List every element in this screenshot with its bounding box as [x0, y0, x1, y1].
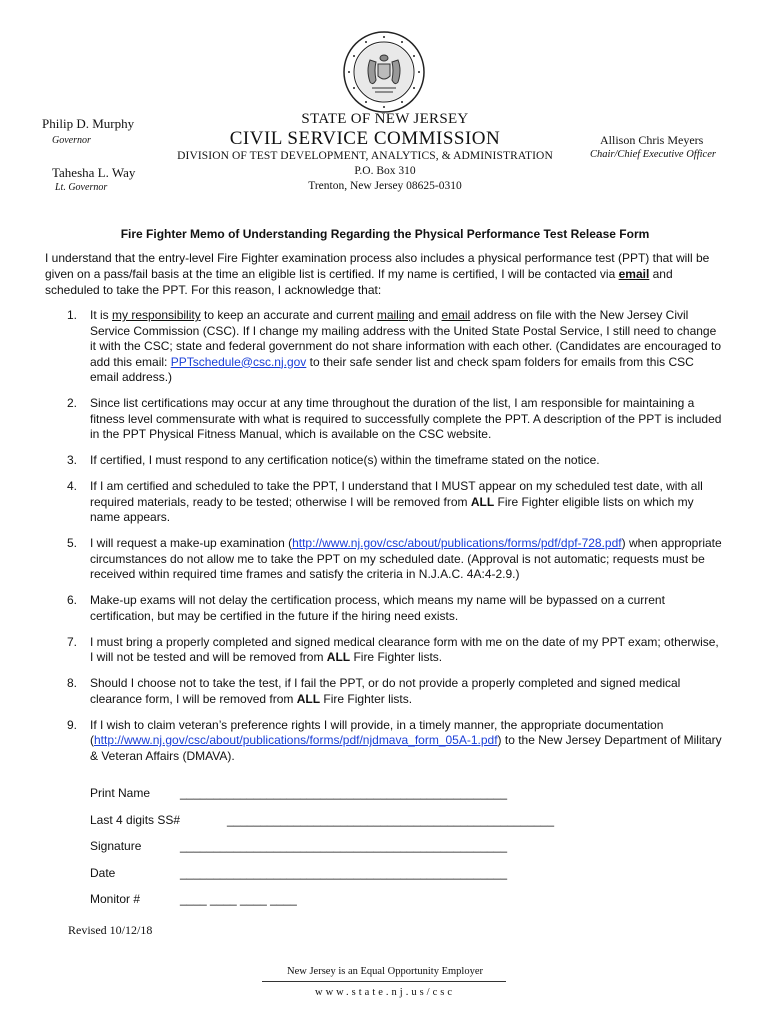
- item-underline: my responsibility: [112, 308, 201, 322]
- item-text: It is: [90, 308, 113, 322]
- item-number: 2.: [67, 396, 78, 410]
- item-text: Fire Fighter lists.: [320, 691, 413, 706]
- print-name-row: [90, 786, 508, 800]
- item-number: 1.: [67, 308, 78, 322]
- print-name-field[interactable]: _________________________________________________: [180, 786, 508, 800]
- intro-paragraph: [45, 250, 725, 298]
- signature-field[interactable]: _________________________________________________: [180, 839, 508, 853]
- monitor-label: Monitor #: [90, 892, 141, 906]
- item-number: 4.: [67, 479, 78, 493]
- ssn-row: [90, 813, 555, 827]
- dmava-form-link[interactable]: http://www.nj.gov/csc/about/publications/forms/pdf/njdmava_form_05A-1.pdf: [94, 733, 498, 747]
- city-address: Trenton, New Jersey 08625-0310: [308, 180, 462, 192]
- item-underline: email: [441, 308, 471, 322]
- intro-text-2: and scheduled to take the PPT. For this reason, I acknowledge that:: [45, 267, 673, 297]
- division-name: DIVISION OF TEST DEVELOPMENT, ANALYTICS, & ADMINISTRATION: [177, 150, 553, 162]
- item-text: If I wish to claim veteran’s preference rights I will provide, in a timely manner, the appropriate documentation (: [90, 717, 664, 747]
- document-title: Fire Fighter Memo of Understanding Regarding the Physical Performance Test Release Form: [120, 227, 650, 241]
- item-bold: ALL: [296, 691, 321, 706]
- signature-row: [90, 839, 508, 853]
- item-text: Make-up exams will not delay the certification process, which means my name will be bypassed on a current certification, but may be certified in the future if the hiring need exists.: [90, 593, 665, 623]
- intro-email-emphasis: email: [618, 267, 650, 281]
- governor-title: Governor: [52, 135, 91, 146]
- ssn-label: Last 4 digits SS#: [90, 813, 181, 827]
- list-item-7: [45, 635, 725, 666]
- list-item-8: [45, 676, 725, 707]
- list-item-9: [45, 718, 725, 765]
- governor-name: Philip D. Murphy: [42, 116, 135, 131]
- list-item-1: [45, 308, 725, 386]
- item-text: I will request a make-up examination (: [90, 536, 293, 550]
- item-text: to their safe sender list and check spam folders for emails from this CSC email address.): [90, 354, 694, 384]
- intro-text-1: I understand that the entry-level Fire Fighter examination process also includes a physical performance test (PPT) that will be given on a pass/fail basis at the time an eligible list is certified. If my name is certified, I will be contacted via: [45, 251, 710, 281]
- monitor-row: [90, 892, 297, 906]
- item-bold: ALL: [470, 494, 495, 509]
- ppt-schedule-email-link[interactable]: PPTschedule@csc.nj.gov: [170, 354, 307, 369]
- website-link[interactable]: www.state.nj.us/csc: [314, 987, 455, 998]
- item-text: to keep an accurate and current: [200, 308, 377, 322]
- item-text: and: [414, 308, 442, 322]
- po-box: P.O. Box 310: [354, 165, 416, 177]
- list-item-5: [45, 536, 725, 583]
- chair-title: Chair/Chief Executive Officer: [590, 149, 716, 160]
- list-item-2: [45, 396, 725, 443]
- item-text: address on file with the New Jersey Civil Service Commission (CSC). If I change my mailing address with the United State Postal Service, I still need to change it with the CSC; state and federal government do not share information with each other. (Candidates are encouraged to add this email:: [90, 308, 722, 369]
- state-seal-logo: [342, 30, 426, 114]
- item-text: Fire Fighter eligible lists on which my name appears.: [90, 494, 694, 524]
- signature-label: Signature: [90, 839, 142, 853]
- footer-divider: [262, 981, 506, 982]
- item-number: 3.: [67, 453, 78, 467]
- item-number: 5.: [67, 536, 78, 550]
- chair-name: Allison Chris Meyers: [600, 133, 704, 147]
- item-text: I must bring a properly completed and signed medical clearance form with me on the date of my PPT exam; otherwise, I will not be tested and will be removed from: [90, 634, 719, 664]
- date-row: [90, 866, 508, 880]
- item-text: Should I choose not to take the test, if I fail the PPT, or do not provide a properly completed and signed medical clearance form, I will be removed from: [90, 676, 681, 706]
- item-text: Fire Fighter lists.: [350, 650, 443, 664]
- item-text: Since list certifications may occur at any time throughout the duration of the list, I am responsible for maintaining a fitness level commensurate with what is required to successfully complete the PPT. A description of the PPT is included in the PPT Physical Fitness Manual, which is available on the CSC website.: [90, 396, 722, 441]
- item-underline: mailing: [376, 308, 415, 322]
- makeup-exam-form-link[interactable]: http://www.nj.gov/csc/about/publications/forms/pdf/dpf-728.pdf: [292, 536, 622, 550]
- list-item-3: [45, 453, 725, 469]
- lt-governor-title: Lt. Governor: [55, 182, 108, 193]
- item-number: 9.: [67, 717, 78, 732]
- revised-date: Revised 10/12/18: [68, 923, 153, 937]
- item-text: If I am certified and scheduled to take the PPT, I understand that I MUST appear on my scheduled test date, with all required materials, ready to be tested; otherwise I will be removed from: [90, 479, 703, 509]
- item-text: If certified, I must respond to any certification notice(s) within the timeframe stated on the notice.: [90, 453, 600, 467]
- item-number: 7.: [67, 634, 78, 649]
- acknowledgement-list: [45, 308, 725, 775]
- item-number: 8.: [67, 676, 78, 690]
- equal-opportunity-statement: New Jersey is an Equal Opportunity Employer: [287, 966, 483, 977]
- monitor-field[interactable]: ____ ____ ____ ____: [180, 892, 297, 906]
- date-field[interactable]: _________________________________________________: [180, 866, 508, 880]
- list-item-6: [45, 593, 725, 624]
- ssn-field[interactable]: _________________________________________________: [227, 813, 555, 827]
- item-number: 6.: [67, 593, 78, 607]
- print-name-label: Print Name: [90, 786, 151, 800]
- item-text: ) when appropriate circumstances do not allow me to take the PPT on my scheduled date. (Approval is not automatic; requests must be received within required time frames and satisfy the criteria in N.J.A.C. 4A:4-2.9.): [90, 536, 722, 581]
- date-label: Date: [90, 866, 116, 880]
- item-bold: ALL: [326, 650, 351, 664]
- lt-governor-name: Tahesha L. Way: [52, 165, 136, 180]
- commission-name: CIVIL SERVICE COMMISSION: [229, 128, 501, 149]
- list-item-4: [45, 479, 725, 526]
- item-text: ) to the New Jersey Department of Military & Veteran Affairs (DMAVA).: [90, 733, 722, 763]
- state-name: STATE OF NEW JERSEY: [301, 111, 469, 127]
